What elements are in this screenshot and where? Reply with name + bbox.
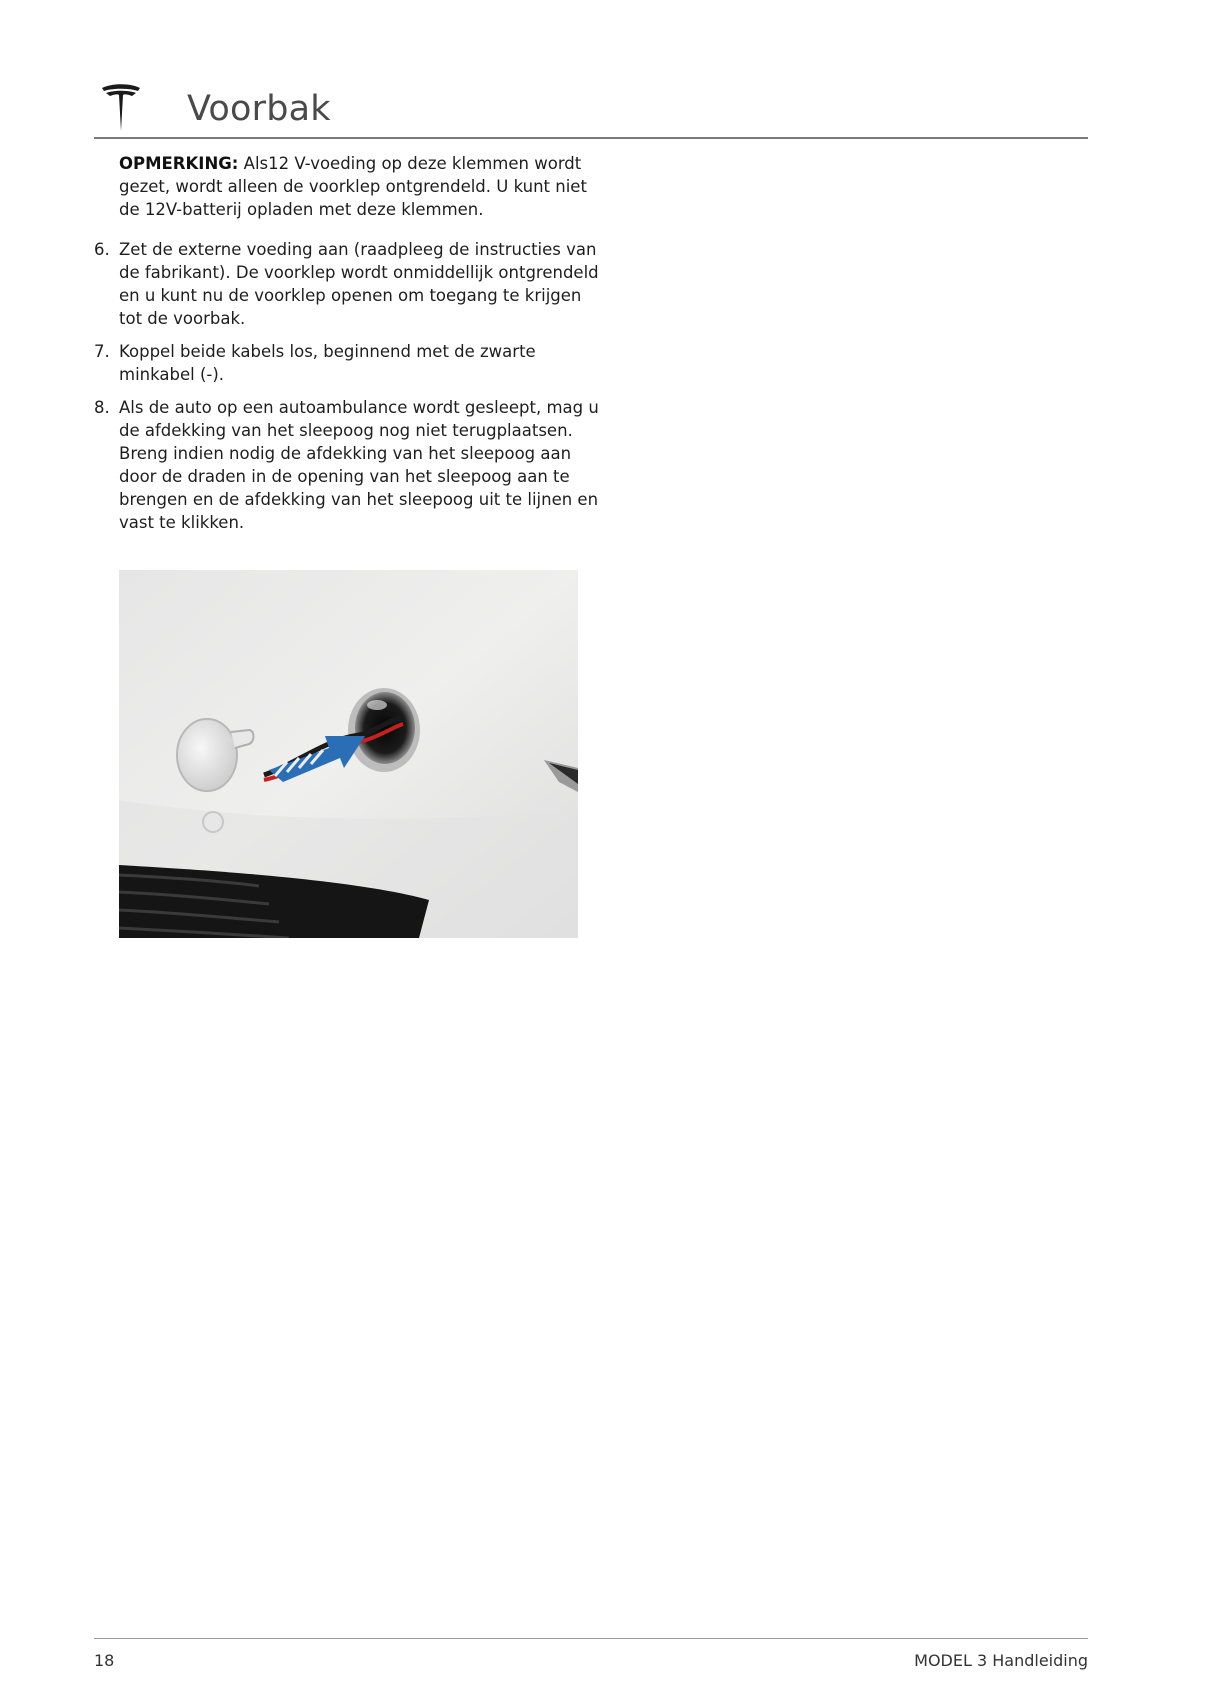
step-text: Koppel beide kabels los, beginnend met de zwarte minkabel (-). [119,342,536,384]
tesla-logo-icon [100,82,142,132]
instruction-steps [94,238,604,534]
manual-name: MODEL 3 Handleiding [914,1651,1088,1670]
note-label: OPMERKING: [119,154,239,173]
note-text: Als12 V-voeding op deze klemmen wordt gezet, wordt alleen de voorklep ontgrendeld. U kunt niet de 12V-batterij opladen met deze klemmen. [119,154,587,219]
tow-eye-cover [177,719,237,791]
step-number: 7. [94,342,110,361]
list-item [94,238,604,330]
page-number: 18 [94,1651,115,1670]
step-number: 6. [94,240,110,259]
list-item [94,340,604,386]
main-content [94,152,604,544]
tow-eye-illustration [119,570,578,938]
footer-divider [94,1638,1088,1639]
step-text: Als de auto op een autoambulance wordt gesleept, mag u de afdekking van het sleepoog nog niet terugplaatsen. Breng indien nodig de afdekking van het sleepoog aan door de draden in de opening van het sleepoog aan te brengen en de afdekking van het sleepoog uit te lijnen en vast te klikken. [119,398,599,532]
header-divider [94,137,1088,139]
page-header [94,78,1088,138]
step-number: 8. [94,398,110,417]
note-paragraph [119,152,604,221]
step-text: Zet de externe voeding aan (raadpleeg de instructies van de fabrikant). De voorklep wordt onmiddellijk ontgrendeld en u kunt nu de voorklep openen om toegang te krijgen tot de voorbak. [119,240,599,328]
list-item [94,396,604,534]
page-title: Voorbak [187,89,331,129]
tow-eye-figure [119,570,578,938]
